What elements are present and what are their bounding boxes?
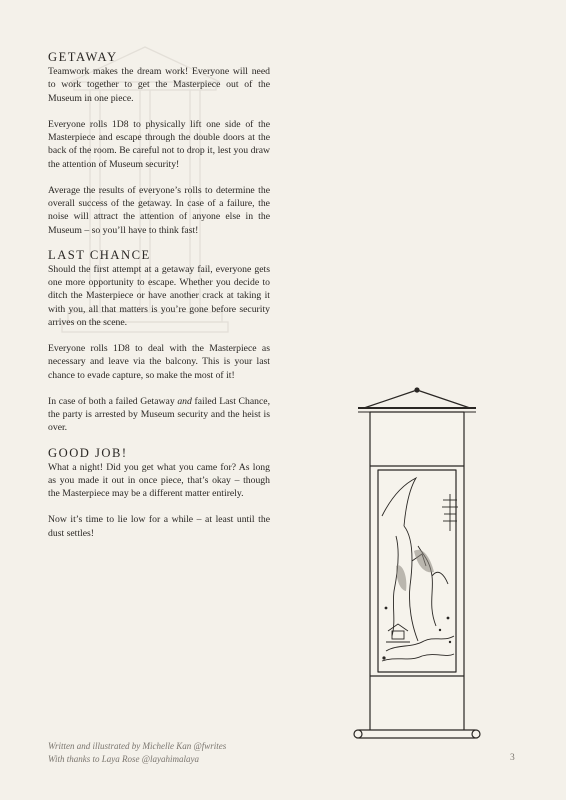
getaway-paragraph-2: Everyone rolls 1D8 to physically lift one side of the Masterpiece and escape through the double doors at the back of the room. Be careful not to drop it, lest you draw the attention of Museum security! — [48, 118, 270, 170]
last-chance-paragraph-2: Everyone rolls 1D8 to deal with the Masterpiece as necessary and leave via the balcony. This is your last chance to evade capture, so make the most of it! — [48, 343, 270, 381]
last-chance-heading: LAST CHANCE — [48, 247, 151, 262]
hanging-scroll-painting-icon — [352, 386, 482, 756]
getaway-heading: GETAWAY — [48, 50, 118, 64]
credits-line-2: With thanks to Laya Rose @layahimalaya — [48, 754, 200, 764]
main-text-column — [48, 50, 270, 540]
last-chance-paragraph-3 — [48, 395, 270, 435]
credits-line-1: Written and illustrated by Michelle Kan @fwrites — [48, 741, 227, 751]
getaway-paragraph-1: Teamwork makes the dream work! Everyone will need to work together to get the Masterpiece out of the Museum in one piece. — [48, 66, 270, 104]
credits-footer — [48, 740, 226, 766]
last-chance-p3-end: failed Last Chance, the party is arrested by Museum security and the heist is over. — [48, 395, 270, 434]
good-job-paragraph-1: What a night! Did you get what you came for? As long as you made it out in once piece, that’s okay – though the Masterpiece may be a different matter entirely. — [48, 461, 270, 499]
page-number: 3 — [510, 753, 515, 763]
getaway-paragraph-3: Average the results of everyone’s rolls to determine the overall success of the getaway. In case of a failure, the noise will attract the attention of anyone else in the Museum – so you’ll have to think fast! — [48, 184, 270, 236]
last-chance-p3-start: In case of both a failed Getaway — [48, 395, 178, 407]
good-job-paragraph-2: Now it’s time to lie low for a while – at least until the dust settles! — [48, 514, 270, 539]
good-job-heading: GOOD JOB! — [48, 445, 128, 460]
last-chance-paragraph-1: Should the first attempt at a getaway fail, everyone gets one more opportunity to escape. Whether you decide to ditch the Masterpiece or have another crack at taking it with you, all that matters is you’re gone before security arrives on the scene. — [48, 263, 270, 328]
last-chance-p3-emphasis: and — [177, 395, 192, 407]
